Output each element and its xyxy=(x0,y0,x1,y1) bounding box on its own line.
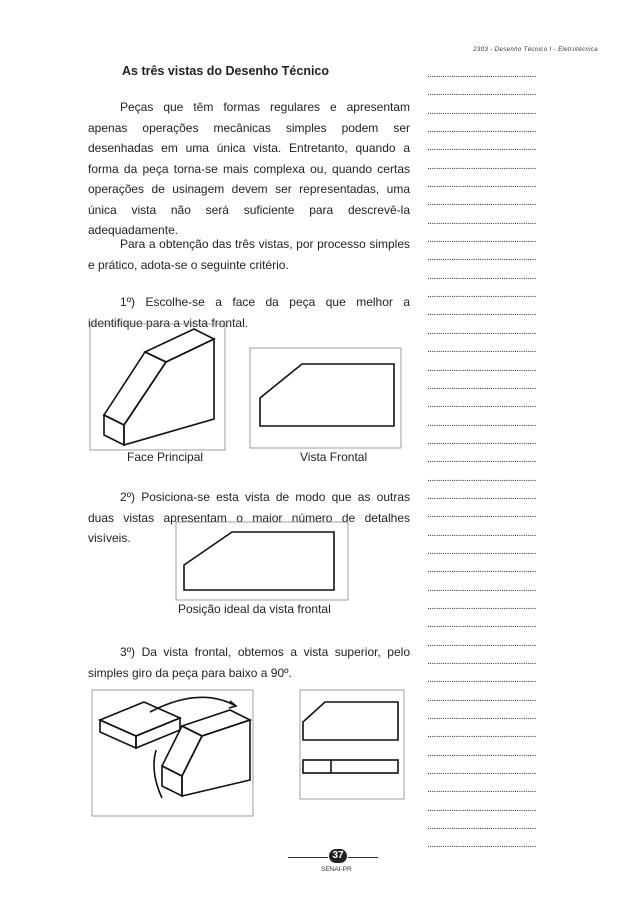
notes-line: .................................................. xyxy=(427,270,536,282)
notes-line: .................................................. xyxy=(427,160,536,172)
paragraph-criteria-text: Para a obtenção das três vistas, por processo simples e prático, adota-se o seguinte critério. xyxy=(88,237,410,272)
notes-line: .................................................. xyxy=(427,637,536,649)
notes-line: .................................................. xyxy=(427,600,536,612)
notes-line: .................................................. xyxy=(427,545,536,557)
caption-face-principal: Face Principal xyxy=(127,450,204,464)
piece-rotation-figure xyxy=(90,688,255,818)
footer-rule-right xyxy=(348,857,378,858)
front-and-top-views-figure xyxy=(298,688,406,803)
notes-line: .................................................. xyxy=(427,582,536,594)
notes-line: .................................................. xyxy=(427,674,536,686)
notes-column xyxy=(427,66,587,855)
notes-line: .................................................. xyxy=(427,766,536,778)
isometric-piece-figure xyxy=(88,322,228,452)
notes-line: .................................................. xyxy=(427,69,536,80)
notes-line: .................................................. xyxy=(427,472,536,484)
footer-rule-left xyxy=(288,857,328,858)
notes-line: .................................................. xyxy=(427,747,536,759)
paragraph-step-1-text: 1º) Escolhe-se a face da peça que melhor a identifique para a vista frontal. xyxy=(88,295,410,330)
notes-line: .................................................. xyxy=(427,729,536,741)
front-view-figure xyxy=(248,346,403,451)
notes-line: .................................................. xyxy=(427,179,536,191)
running-header: 2303 - Desenho Técnico I - Eletrotécnica xyxy=(473,47,598,53)
notes-line: .................................................. xyxy=(427,656,536,667)
notes-line: .................................................. xyxy=(427,619,536,631)
paragraph-criteria xyxy=(88,234,410,275)
caption-vista-frontal: Vista Frontal xyxy=(300,450,368,464)
notes-line: .................................................. xyxy=(427,564,536,576)
notes-line: .................................................. xyxy=(427,711,536,723)
caption-posicao-ideal: Posição ideal da vista frontal xyxy=(178,602,331,616)
notes-line: .................................................. xyxy=(427,435,536,447)
notes-line: .................................................. xyxy=(427,325,536,337)
notes-line: .................................................. xyxy=(427,692,536,704)
notes-line: .................................................. xyxy=(427,417,536,429)
notes-line: .................................................. xyxy=(427,289,536,301)
notes-line: .................................................. xyxy=(427,509,536,521)
section-title: As três vistas do Desenho Técnico xyxy=(122,64,330,78)
page-number: 37 xyxy=(329,849,347,863)
paragraph-step-2-text: 2º) Posiciona-se esta vista de modo que as outras duas vistas apresentam o maior número de detalhes visíveis. xyxy=(88,490,410,545)
notes-line: .................................................. xyxy=(427,802,536,814)
notes-line: .................................................. xyxy=(427,784,536,796)
notes-line: .................................................. xyxy=(427,344,536,356)
notes-line: .................................................. xyxy=(427,399,536,411)
notes-line: .................................................. xyxy=(427,215,536,227)
notes-line: .................................................. xyxy=(427,839,536,851)
paragraph-step-3-text: 3º) Da vista frontal, obtemos a vista superior, pelo simples giro da peça para baixo a 90º. xyxy=(88,645,410,680)
notes-line: .................................................. xyxy=(427,380,536,392)
notes-line: .................................................. xyxy=(427,234,536,246)
paragraph-intro xyxy=(88,97,410,241)
notes-line: .................................................. xyxy=(427,307,536,319)
notes-line: .................................................. xyxy=(427,124,536,136)
ideal-front-view-figure xyxy=(174,520,350,602)
notes-line: .................................................. xyxy=(427,454,536,466)
notes-line: .................................................. xyxy=(427,490,536,502)
notes-line: .................................................. xyxy=(427,527,536,539)
notes-line: .................................................. xyxy=(427,105,536,117)
notes-line: .................................................. xyxy=(427,252,536,264)
footer-publisher: SENAI-PR xyxy=(321,866,352,873)
notes-line: .................................................. xyxy=(427,821,536,833)
notes-line: .................................................. xyxy=(427,87,536,99)
paragraph-step-3 xyxy=(88,642,410,683)
notes-line: .................................................. xyxy=(427,197,536,209)
notes-line: .................................................. xyxy=(427,362,536,374)
paragraph-intro-text: Peças que têm formas regulares e apresentam apenas operações mecânicas simples podem ser desenhadas em uma única vista. Entretanto, quando a forma da peça torna-se mais complexa ou, quando certas operações de usinagem devem ser representadas, uma única vista não será suficiente para descrevê-la adequadamente. xyxy=(88,100,410,237)
notes-line: .................................................. xyxy=(427,142,536,154)
